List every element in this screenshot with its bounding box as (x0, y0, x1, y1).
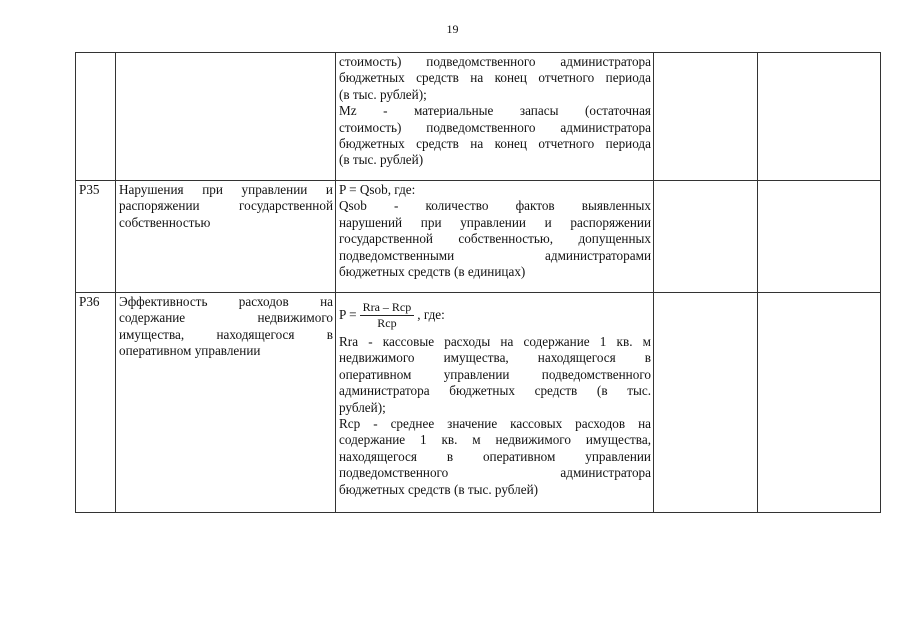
formula-suffix: , где: (417, 306, 445, 322)
name-line: имущества, находящегося в (119, 326, 333, 342)
empty-cell (654, 181, 758, 293)
formula-cell (336, 53, 654, 181)
fraction-numerator: Rra – Rcp (360, 300, 415, 316)
table-row-continuation (76, 53, 881, 181)
code-cell (76, 181, 116, 293)
empty-cell (654, 53, 758, 181)
code-cell (76, 53, 116, 181)
formula-line: Mz - материальные запасы (остаточная (339, 103, 651, 119)
table-row-p35 (76, 181, 881, 293)
formula-fraction (360, 300, 415, 331)
formula-line: бюджетных средств на конец отчетного периода (339, 70, 651, 86)
formula-equation (339, 296, 651, 334)
formula-line: (в тыс. рублей) (339, 152, 424, 168)
formula-line: стоимость) подведомственного администратора (339, 119, 651, 135)
formula-line: Rcp - среднее значение кассовых расходов на (339, 416, 651, 432)
name-line: Нарушения при управлении и (119, 182, 333, 197)
formula-line: Rra - кассовые расходы на содержание 1 кв. м (339, 334, 651, 349)
indicator-table (75, 52, 881, 513)
empty-cell (654, 293, 758, 513)
formula-line: находящегося в оперативном управлении (339, 448, 651, 464)
formula-line: администратора бюджетных средств (в тыс. (339, 383, 651, 399)
name-line: оперативном управлении (119, 343, 261, 359)
fraction-denominator: Rcp (377, 315, 397, 330)
name-cell (116, 293, 336, 513)
formula-line: рублей); (339, 399, 386, 415)
formula-line: бюджетных средств на конец отчетного периода (339, 136, 651, 152)
formula-line: подведомственного администратора (339, 465, 651, 481)
indicator-code: P36 (79, 294, 100, 309)
formula-line: недвижимого имущества, находящегося в (339, 350, 651, 366)
name-line: распоряжении государственной (119, 198, 333, 214)
formula-line: содержание 1 кв. м недвижимого имущества, (339, 432, 651, 448)
name-line: собственностью (119, 214, 211, 230)
name-cell (116, 53, 336, 181)
name-line: содержание недвижимого (119, 310, 333, 326)
empty-cell (758, 293, 881, 513)
formula-line: (в тыс. рублей); (339, 86, 427, 102)
name-line: Эффективность расходов на (119, 294, 333, 309)
formula-line: стоимость) подведомственного администратора (339, 54, 651, 69)
formula-line: P = Qsob, где: (339, 182, 416, 197)
formula-cell (336, 293, 654, 513)
formula-cell (336, 181, 654, 293)
indicator-code: P35 (79, 182, 100, 197)
formula-line: подведомственными администраторами (339, 247, 651, 263)
formula-lhs: P = (339, 306, 357, 322)
table-row-p36 (76, 293, 881, 513)
formula-line: нарушений при управлении и распоряжении (339, 214, 651, 230)
formula-line: бюджетных средств (в единицах) (339, 264, 526, 280)
formula-line: Qsob - количество фактов выявленных (339, 198, 651, 214)
formula-line: оперативном управлении подведомственного (339, 366, 651, 382)
empty-cell (758, 53, 881, 181)
formula-line: государственной собственностью, допущенных (339, 231, 651, 247)
formula-line: бюджетных средств (в тыс. рублей) (339, 481, 539, 497)
name-cell (116, 181, 336, 293)
code-cell (76, 293, 116, 513)
empty-cell (758, 181, 881, 293)
page-number: 19 (446, 22, 459, 36)
